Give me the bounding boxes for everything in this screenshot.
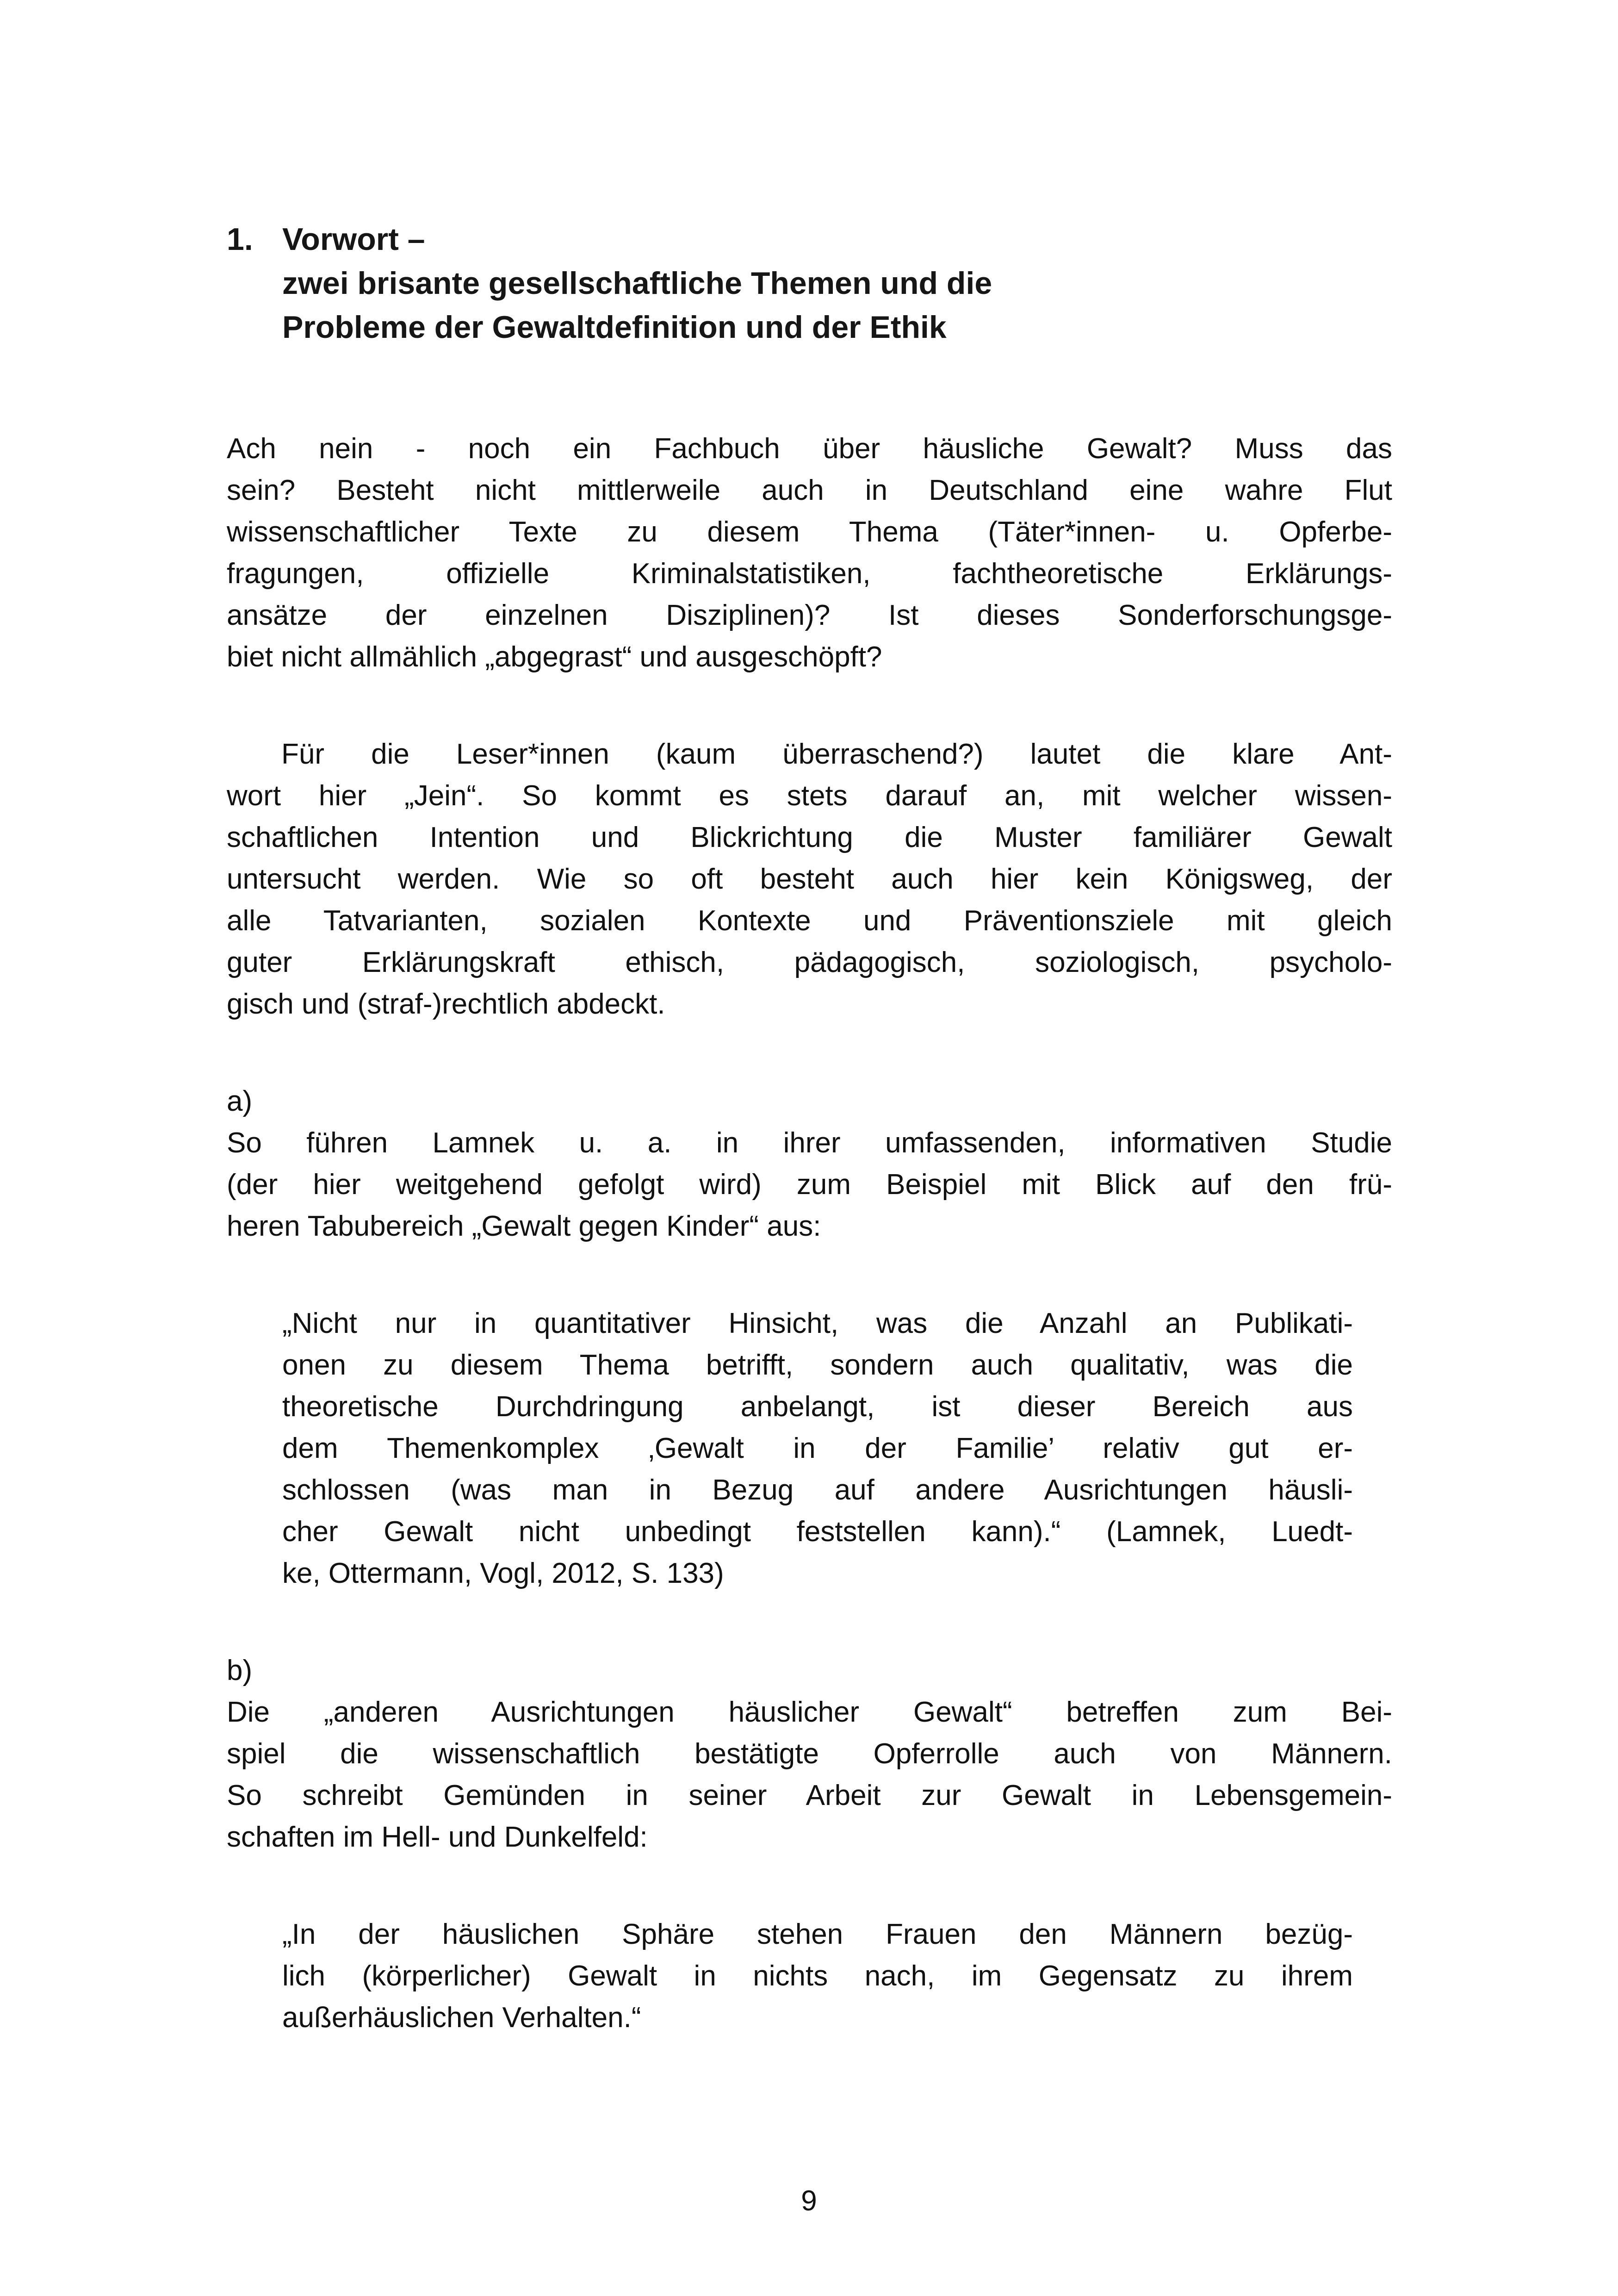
chapter-heading — [227, 218, 1392, 349]
paragraph-block — [227, 1122, 1392, 1247]
text-line: wort hier „Jein“. So kommt es stets darauf an, mit welcher wissen- — [227, 780, 1392, 812]
text-line: a) — [227, 1085, 253, 1117]
text-line: guter Erklärungskraft ethisch, pädagogisch, soziologisch, psycholo- — [227, 946, 1392, 978]
label-block — [227, 1650, 1392, 1692]
quote-block — [282, 1914, 1353, 2039]
text-line: Die „anderen Ausrichtungen häuslicher Gewalt“ betreffen zum Bei- — [227, 1696, 1392, 1728]
text-line: alle Tatvarianten, sozialen Kontexte und Präventionsziele mit gleich — [227, 905, 1392, 937]
text-line: Für die Leser*innen (kaum überraschend?) lautet die klare Ant- — [281, 738, 1392, 770]
paragraph-block — [227, 428, 1392, 678]
chapter-title-line: Vorwort – — [282, 222, 425, 257]
text-line: „In der häuslichen Sphäre stehen Frauen den Männern bezüg- — [282, 1918, 1353, 1950]
chapter-number: 1. — [227, 222, 253, 257]
text-line: theoretische Durchdringung anbelangt, ist dieser Bereich aus — [282, 1391, 1353, 1423]
text-line: onen zu diesem Thema betrifft, sondern auch qualitativ, was die — [282, 1349, 1353, 1381]
text-line: cher Gewalt nicht unbedingt feststellen kann).“ (Lamnek, Luedt- — [282, 1516, 1353, 1548]
text-line: fragungen, offizielle Kriminalstatistiken, fachtheoretische Erklärungs- — [227, 558, 1392, 590]
text-line: gisch und (straf-)rechtlich abdeckt. — [227, 988, 665, 1020]
text-line: biet nicht allmählich „abgegrast“ und ausgeschöpft? — [227, 641, 882, 673]
text-line: heren Tabubereich „Gewalt gegen Kinder“ aus: — [227, 1210, 821, 1242]
text-line: (der hier weitgehend gefolgt wird) zum Beispiel mit Blick auf den frü- — [227, 1169, 1392, 1201]
text-line: Ach nein - noch ein Fachbuch über häusliche Gewalt? Muss das — [227, 433, 1392, 465]
text-line: schlossen (was man in Bezug auf andere Ausrichtungen häusli- — [282, 1474, 1353, 1506]
text-line: b) — [227, 1655, 253, 1686]
text-line: wissenschaftlicher Texte zu diesem Thema (Täter*innen- u. Opferbe- — [227, 516, 1392, 548]
page-number: 9 — [801, 2185, 817, 2217]
chapter-title-line: Probleme der Gewaltdefinition und der Ethik — [282, 310, 947, 345]
text-line: „Nicht nur in quantitativer Hinsicht, was die Anzahl an Publikati- — [282, 1307, 1353, 1339]
text-line: schaftlichen Intention und Blickrichtung die Muster familiärer Gewalt — [227, 821, 1392, 853]
text-line: spiel die wissenschaftlich bestätigte Opferrolle auch von Männern. — [227, 1738, 1392, 1770]
text-line: So schreibt Gemünden in seiner Arbeit zur Gewalt in Lebensgemein- — [227, 1780, 1392, 1811]
paragraph-block — [227, 734, 1392, 1025]
text-line: ke, Ottermann, Vogl, 2012, S. 133) — [282, 1557, 724, 1589]
text-line: So führen Lamnek u. a. in ihrer umfassenden, informativen Studie — [227, 1127, 1392, 1159]
text-line: ansätze der einzelnen Disziplinen)? Ist dieses Sonderforschungsge- — [227, 599, 1392, 631]
text-line: außerhäuslichen Verhalten.“ — [282, 2002, 641, 2034]
text-line: dem Themenkomplex ‚Gewalt in der Familie’ relativ gut er- — [282, 1432, 1353, 1464]
text-line: schaften im Hell- und Dunkelfeld: — [227, 1821, 648, 1853]
paragraph-block — [227, 1692, 1392, 1858]
content-blocks — [227, 428, 1392, 2039]
chapter-title-line: zwei brisante gesellschaftliche Themen und die — [282, 266, 992, 301]
text-line: lich (körperlicher) Gewalt in nichts nach, im Gegensatz zu ihrem — [282, 1960, 1353, 1992]
text-line: untersucht werden. Wie so oft besteht auch hier kein Königsweg, der — [227, 863, 1392, 895]
chapter-title — [282, 218, 1392, 349]
quote-block — [282, 1303, 1353, 1594]
label-block — [227, 1081, 1392, 1122]
text-line: sein? Besteht nicht mittlerweile auch in Deutschland eine wahre Flut — [227, 474, 1392, 506]
